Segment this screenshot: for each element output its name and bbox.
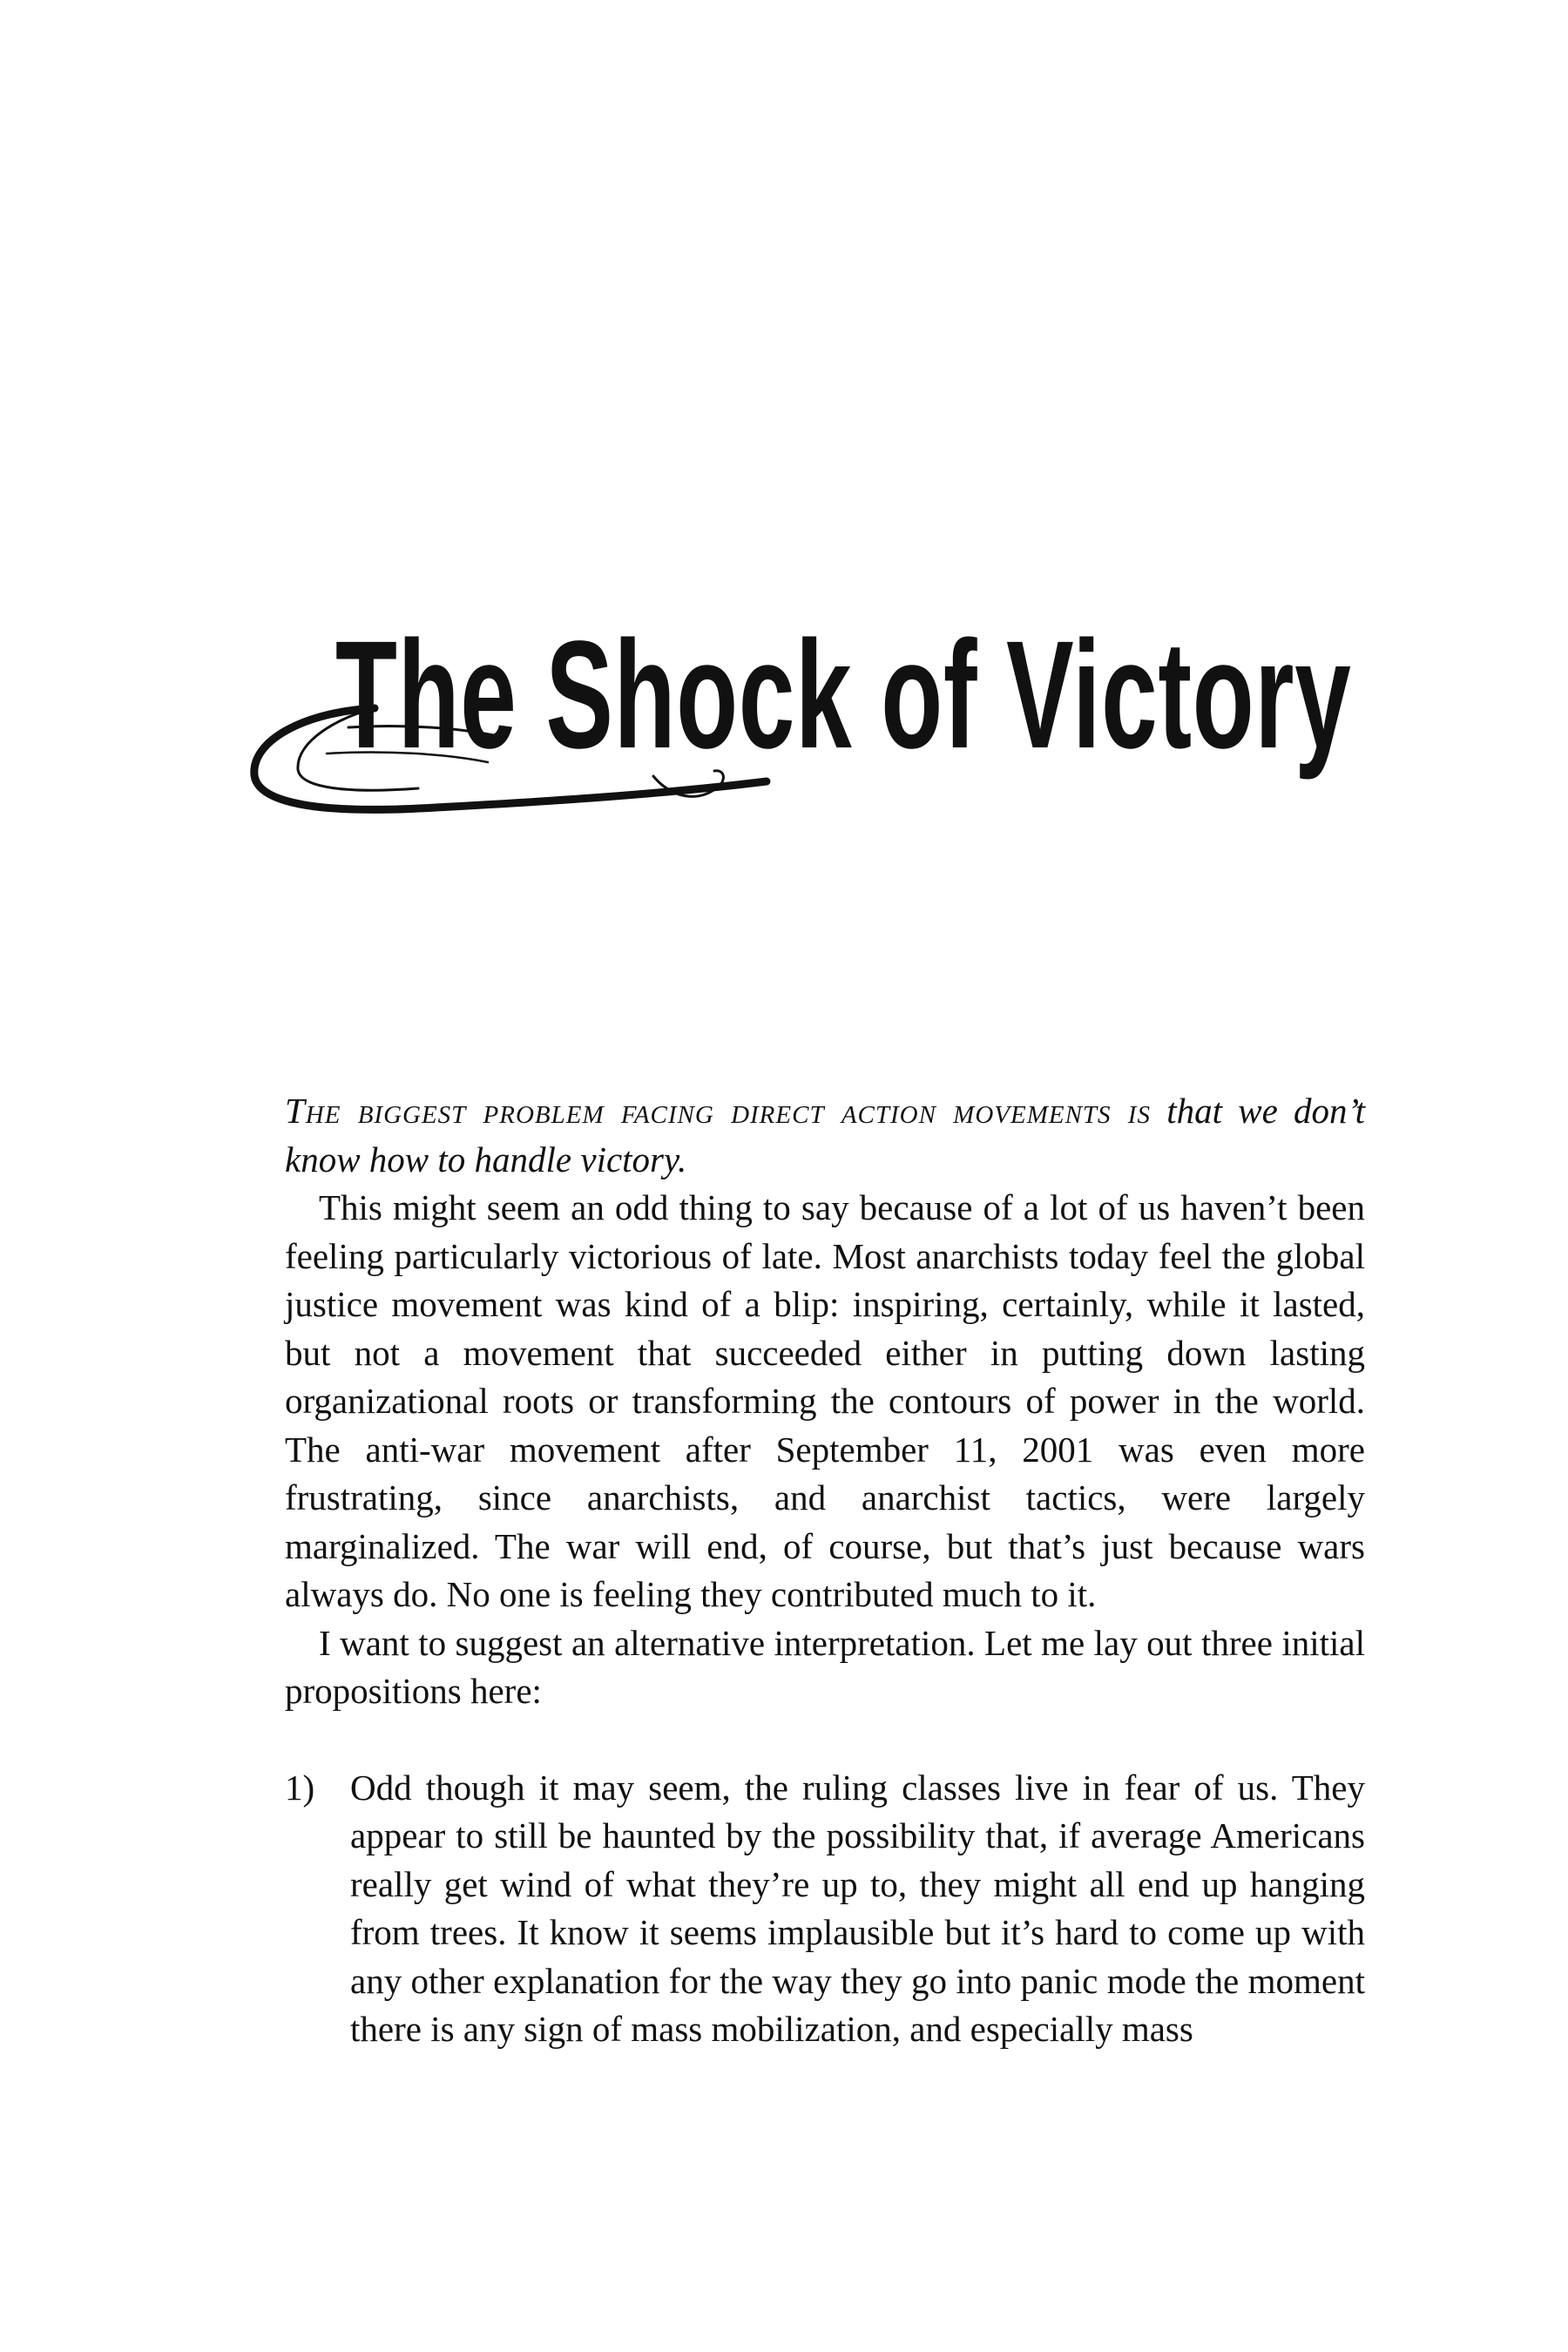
body-text [285, 1087, 1365, 2054]
list-item-text: Odd though it may seem, the ruling classes live in fear of us. They appear to still be haunted by the possibility that, if average Americans really get wind of what they’re up to, they might all end up hanging from trees. It know it seems implausible but it’s hard to come up with any other explanation for the way they go into panic mode the moment there is any sign of mass mobilization, and especially mass [350, 1767, 1365, 2049]
chapter-title: The Shock of Victory [335, 610, 1352, 781]
opening-smallcaps: The biggest problem facing direct action movements is [285, 1091, 1151, 1131]
list-item [285, 1764, 1365, 2054]
opening-rest: that we don’t know how to handle victory. [285, 1091, 1366, 1179]
numbered-list [285, 1764, 1365, 2054]
list-item-number: 1) [285, 1767, 315, 1808]
chapter-heading [235, 610, 1385, 836]
paragraph: This might seem an odd thing to say because of a lot of us haven’t been feeling particularly victorious of late. Most anarchists today feel the global justice movement was kind of a blip: inspiring, certainly, while it lasted, but not a movement that succeeded either in putting down lasting organizational roots or transforming the contours of power in the world. The anti-war movement after September 11, 2001 was even more frustrating, since anarchists, and anarchist tactics, were largely marginalized. The war will end, of course, but that’s just because wars always do. No one is feeling they contributed much to it. [285, 1187, 1365, 1614]
opening-line [285, 1087, 1365, 1184]
paragraph: I want to suggest an alternative interpretation. Let me lay out three initial propositions here: [285, 1622, 1365, 1711]
